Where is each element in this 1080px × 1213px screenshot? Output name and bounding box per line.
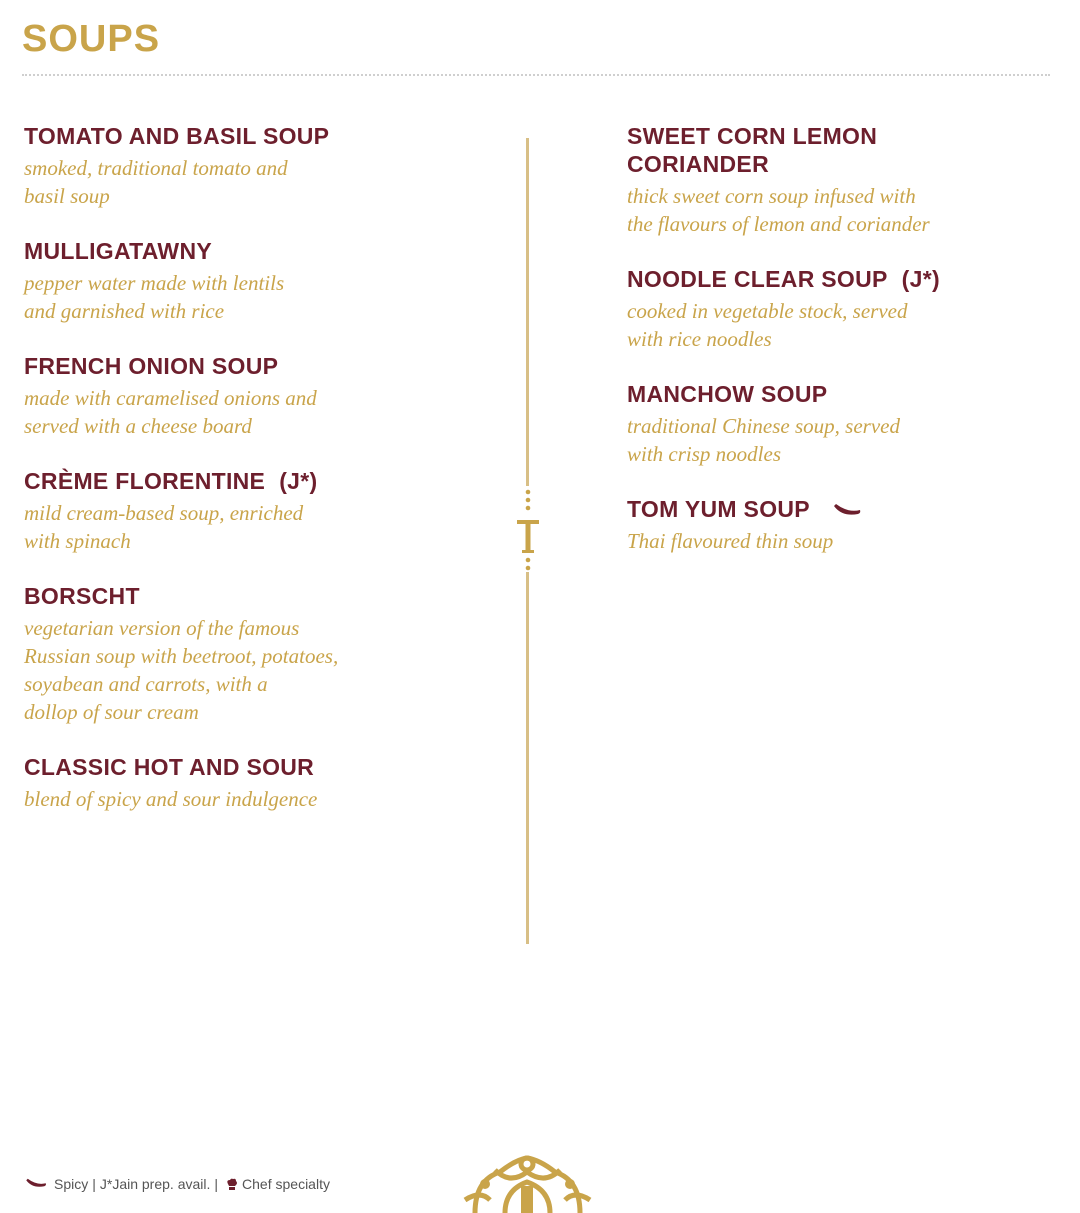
- menu-item: [627, 380, 1057, 468]
- dotted-divider: [22, 74, 1050, 76]
- legend-spicy: Spicy: [54, 1176, 89, 1192]
- menu-item: [24, 352, 474, 440]
- item-description: thick sweet corn soup infused with the flavours of lemon and coriander: [627, 184, 930, 236]
- item-name: MULLIGATAWNY: [24, 238, 212, 264]
- item-name: CLASSIC HOT AND SOUR: [24, 754, 315, 780]
- legend-separator: |: [214, 1176, 219, 1192]
- item-name: CRÈME FLORENTINE (J*): [24, 468, 318, 494]
- item-description: pepper water made with lentils and garnished with rice: [24, 271, 285, 323]
- column-divider: [526, 138, 529, 486]
- legend-jain: J*Jain prep. avail.: [99, 1176, 211, 1192]
- item-name: MANCHOW SOUP: [627, 381, 828, 407]
- chili-icon: [832, 503, 862, 519]
- menu-item: [627, 495, 1057, 555]
- menu-item: [24, 582, 474, 726]
- item-description: blend of spicy and sour indulgence: [24, 787, 318, 811]
- jain-tag: (J*): [901, 266, 940, 292]
- crest-logo-icon: [455, 1150, 600, 1213]
- menu-item: [24, 122, 474, 210]
- legend-chef: Chef specialty: [242, 1176, 330, 1192]
- menu-item: [627, 265, 1057, 353]
- jain-tag: (J*): [279, 468, 318, 494]
- item-description: vegetarian version of the famous Russian soup with beetroot, potatoes, soyabean and carrots, with a dollop of sour cream: [24, 616, 339, 724]
- item-description: cooked in vegetable stock, served with rice noodles: [627, 299, 908, 351]
- chef-hat-icon: [226, 1178, 238, 1191]
- item-description: made with caramelised onions and served with a cheese board: [24, 386, 317, 438]
- item-name: NOODLE CLEAR SOUP (J*): [627, 266, 940, 292]
- menu-item: [24, 237, 474, 325]
- legend-separator: |: [92, 1176, 96, 1192]
- section-title: SOUPS: [22, 18, 161, 60]
- item-description: mild cream-based soup, enriched with spinach: [24, 501, 304, 553]
- item-name: TOMATO AND BASIL SOUP: [24, 123, 330, 149]
- legend: [24, 1176, 334, 1192]
- menu-item: [24, 467, 474, 555]
- item-name: TOM YUM SOUP: [627, 495, 1057, 523]
- item-description: smoked, traditional tomato and basil soup: [24, 156, 288, 208]
- item-description: Thai flavoured thin soup: [627, 529, 834, 553]
- menu-column-right: [627, 122, 1057, 582]
- chili-icon: [24, 1178, 48, 1190]
- item-name: BORSCHT: [24, 583, 140, 609]
- item-description: traditional Chinese soup, served with crisp noodles: [627, 414, 900, 466]
- item-name: SWEET CORN LEMON CORIANDER: [627, 123, 878, 177]
- menu-column-left: [24, 122, 474, 840]
- item-name: FRENCH ONION SOUP: [24, 353, 279, 379]
- column-divider: [526, 572, 529, 944]
- menu-item: [627, 122, 1057, 238]
- t-ornament-icon: [508, 486, 548, 572]
- menu-item: [24, 753, 474, 813]
